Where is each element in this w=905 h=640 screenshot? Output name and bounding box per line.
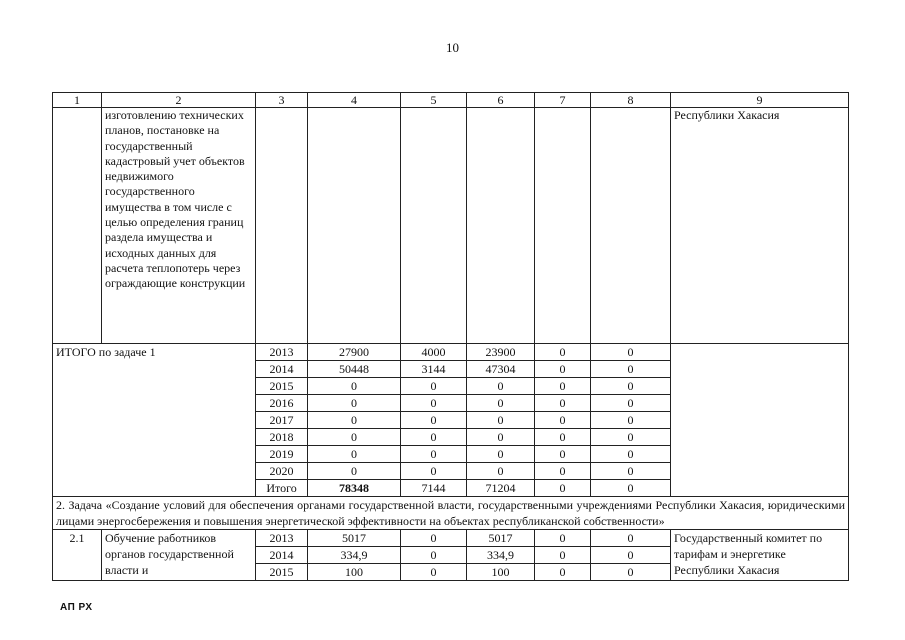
col-header-6: 6 (467, 93, 535, 108)
itogo-total: 50448 (308, 361, 401, 378)
item-2-1-row-2013 (53, 530, 849, 547)
col-header-4: 4 (308, 93, 401, 108)
itogo-other: 0 (591, 429, 671, 446)
itogo-republic: 0 (467, 463, 535, 480)
task-2-row (53, 497, 849, 530)
itogo-other: 0 (591, 412, 671, 429)
item-year: 2013 (256, 530, 308, 547)
itogo-local: 0 (535, 395, 591, 412)
itogo-year: 2019 (256, 446, 308, 463)
itogo-local: 0 (535, 344, 591, 361)
itogo-local: 0 (535, 446, 591, 463)
continuation-cell-7 (535, 108, 591, 344)
col-header-8: 8 (591, 93, 671, 108)
itogo-local: 0 (535, 412, 591, 429)
itogo-total: 0 (308, 378, 401, 395)
itogo-federal: 0 (401, 412, 467, 429)
item-year: 2014 (256, 547, 308, 564)
footer-mark: АП РХ (60, 602, 93, 613)
continuation-number-cell (53, 108, 102, 344)
itogo-federal: 0 (401, 446, 467, 463)
itogo-federal: 0 (401, 429, 467, 446)
item-total: 100 (308, 564, 401, 581)
page-number: 10 (446, 40, 459, 55)
item-republic: 100 (467, 564, 535, 581)
itogo-republic: 0 (467, 429, 535, 446)
item-2-1-description: Обучение работников органов государственной власти и (102, 530, 256, 581)
continuation-executor: Республики Хакасия (671, 108, 849, 344)
item-2-1-number: 2.1 (53, 530, 102, 581)
task-2-heading: 2. Задача «Создание условий для обеспечения органами государственной власти, государственными учреждениями Республики Хакасия, юридическими лицами энергосбережения и повышения энергетической эффективности на объектах республиканской собственности» (53, 497, 849, 530)
item-republic: 334,9 (467, 547, 535, 564)
itogo-republic: 0 (467, 395, 535, 412)
col-header-9: 9 (671, 93, 849, 108)
item-other: 0 (591, 547, 671, 564)
itogo-local: 0 (535, 463, 591, 480)
itogo-year: 2016 (256, 395, 308, 412)
column-numbers-row (53, 93, 849, 108)
program-table (52, 92, 849, 581)
itogo-republic: 23900 (467, 344, 535, 361)
itogo-other: 0 (591, 344, 671, 361)
itogo-federal: 0 (401, 463, 467, 480)
itogo-republic: 47304 (467, 361, 535, 378)
item-republic: 5017 (467, 530, 535, 547)
itogo-row-2013 (53, 344, 849, 361)
itogo-sum-local: 0 (535, 480, 591, 497)
item-year: 2015 (256, 564, 308, 581)
item-2-1-executor: Государственный комитет по тарифам и энергетике Республики Хакасия (671, 530, 849, 581)
col-header-5: 5 (401, 93, 467, 108)
itogo-local: 0 (535, 429, 591, 446)
itogo-other: 0 (591, 446, 671, 463)
itogo-executor-cell (671, 344, 849, 497)
item-federal: 0 (401, 530, 467, 547)
itogo-republic: 0 (467, 412, 535, 429)
itogo-year: 2018 (256, 429, 308, 446)
itogo-sum-republic: 71204 (467, 480, 535, 497)
itogo-year: 2017 (256, 412, 308, 429)
itogo-federal: 0 (401, 378, 467, 395)
item-local: 0 (535, 530, 591, 547)
col-header-3: 3 (256, 93, 308, 108)
itogo-year: 2014 (256, 361, 308, 378)
itogo-republic: 0 (467, 446, 535, 463)
itogo-federal: 3144 (401, 361, 467, 378)
item-local: 0 (535, 564, 591, 581)
itogo-federal: 4000 (401, 344, 467, 361)
col-header-2: 2 (102, 93, 256, 108)
item-federal: 0 (401, 564, 467, 581)
col-header-7: 7 (535, 93, 591, 108)
itogo-other: 0 (591, 361, 671, 378)
itogo-local: 0 (535, 378, 591, 395)
itogo-total: 0 (308, 463, 401, 480)
continuation-cell-6 (467, 108, 535, 344)
itogo-local: 0 (535, 361, 591, 378)
itogo-total: 0 (308, 446, 401, 463)
itogo-other: 0 (591, 395, 671, 412)
item-total: 5017 (308, 530, 401, 547)
itogo-year: 2013 (256, 344, 308, 361)
item-local: 0 (535, 547, 591, 564)
itogo-total: 0 (308, 412, 401, 429)
continuation-row (53, 108, 849, 344)
col-header-1: 1 (53, 93, 102, 108)
itogo-other: 0 (591, 378, 671, 395)
itogo-sum-total: 78348 (308, 480, 401, 497)
continuation-cell-5 (401, 108, 467, 344)
continuation-description: изготовлению технических планов, постановке на государственный кадастровый учет объектов недвижимого государственного имущества в том числе с целью определения границ раздела имущества и исходных данных для расчета теплопотерь через ограждающие конструкции (102, 108, 256, 344)
itogo-republic: 0 (467, 378, 535, 395)
continuation-cell-8 (591, 108, 671, 344)
itogo-other: 0 (591, 463, 671, 480)
itogo-total: 0 (308, 395, 401, 412)
itogo-year: 2020 (256, 463, 308, 480)
itogo-total: 27900 (308, 344, 401, 361)
item-total: 334,9 (308, 547, 401, 564)
item-federal: 0 (401, 547, 467, 564)
itogo-year: 2015 (256, 378, 308, 395)
itogo-sum-other: 0 (591, 480, 671, 497)
item-other: 0 (591, 530, 671, 547)
item-other: 0 (591, 564, 671, 581)
itogo-sum-federal: 7144 (401, 480, 467, 497)
itogo-federal: 0 (401, 395, 467, 412)
itogo-label: ИТОГО по задаче 1 (53, 344, 256, 497)
itogo-total: 0 (308, 429, 401, 446)
continuation-cell-4 (308, 108, 401, 344)
continuation-cell-3 (256, 108, 308, 344)
itogo-total-label: Итого (256, 480, 308, 497)
